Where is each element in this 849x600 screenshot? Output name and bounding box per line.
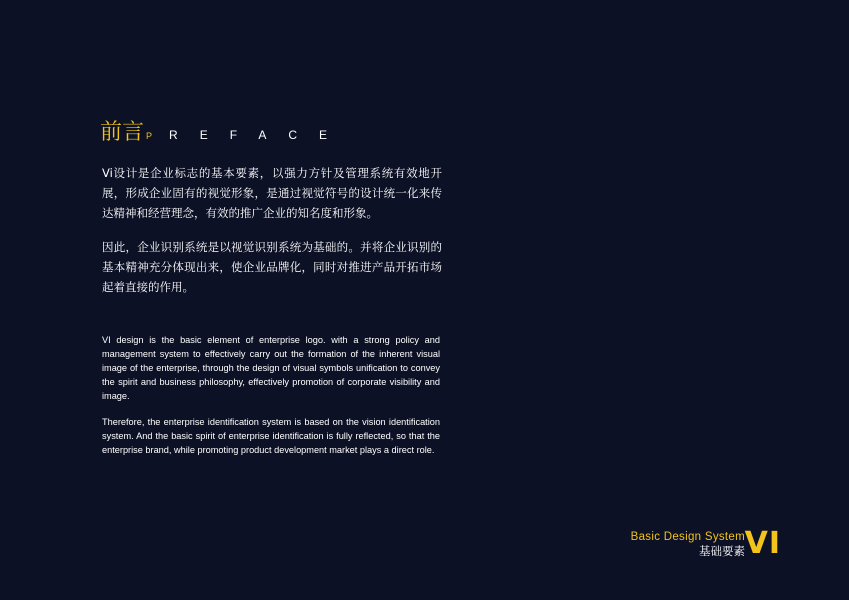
heading-title-en-rest: REFACE (169, 128, 350, 142)
chinese-paragraph-1: Vi设计是企业标志的基本要素，以强力方针及管理系统有效地开展，形成企业固有的视觉形象，是通过视觉符号的设计统一化来传达精神和经营理念，有效的推广企业的知名度和形象。 (102, 166, 442, 220)
heading-title-en (146, 128, 349, 143)
english-paragraph-2: Therefore, the enterprise identification system is based on the vision identification system. And the basic spirit of enterprise identification is fully reflected, so that the enterprise brand, while promoting product development market plays a direct role. (102, 417, 440, 455)
english-text-block (102, 333, 440, 469)
footer-label-en: Basic Design System (630, 531, 745, 543)
page-heading (100, 114, 349, 146)
chinese-paragraph-2: 因此，企业识别系统是以视觉识别系统为基础的。并将企业识别的基本精神充分体现出来，使企业品牌化，同时对推进产品开拓市场起着直接的作用。 (102, 240, 442, 294)
footer-label-cn: 基础要素 (699, 544, 745, 558)
chinese-text-block (102, 163, 442, 311)
heading-title-cn: 前言 (100, 120, 145, 145)
footer-vi-mark: VI (744, 526, 781, 561)
heading-title-en-first: P (146, 131, 153, 141)
english-paragraph-1: VI design is the basic element of enterprise logo. with a strong policy and management system to effectively carry out the formation of the inherent visual image of the enterprise, through the design of visual symbols unification to convey the spirit and business philosophy, effectively promotion of corporate visibility and image. (102, 335, 440, 401)
footer-brand (615, 527, 785, 563)
